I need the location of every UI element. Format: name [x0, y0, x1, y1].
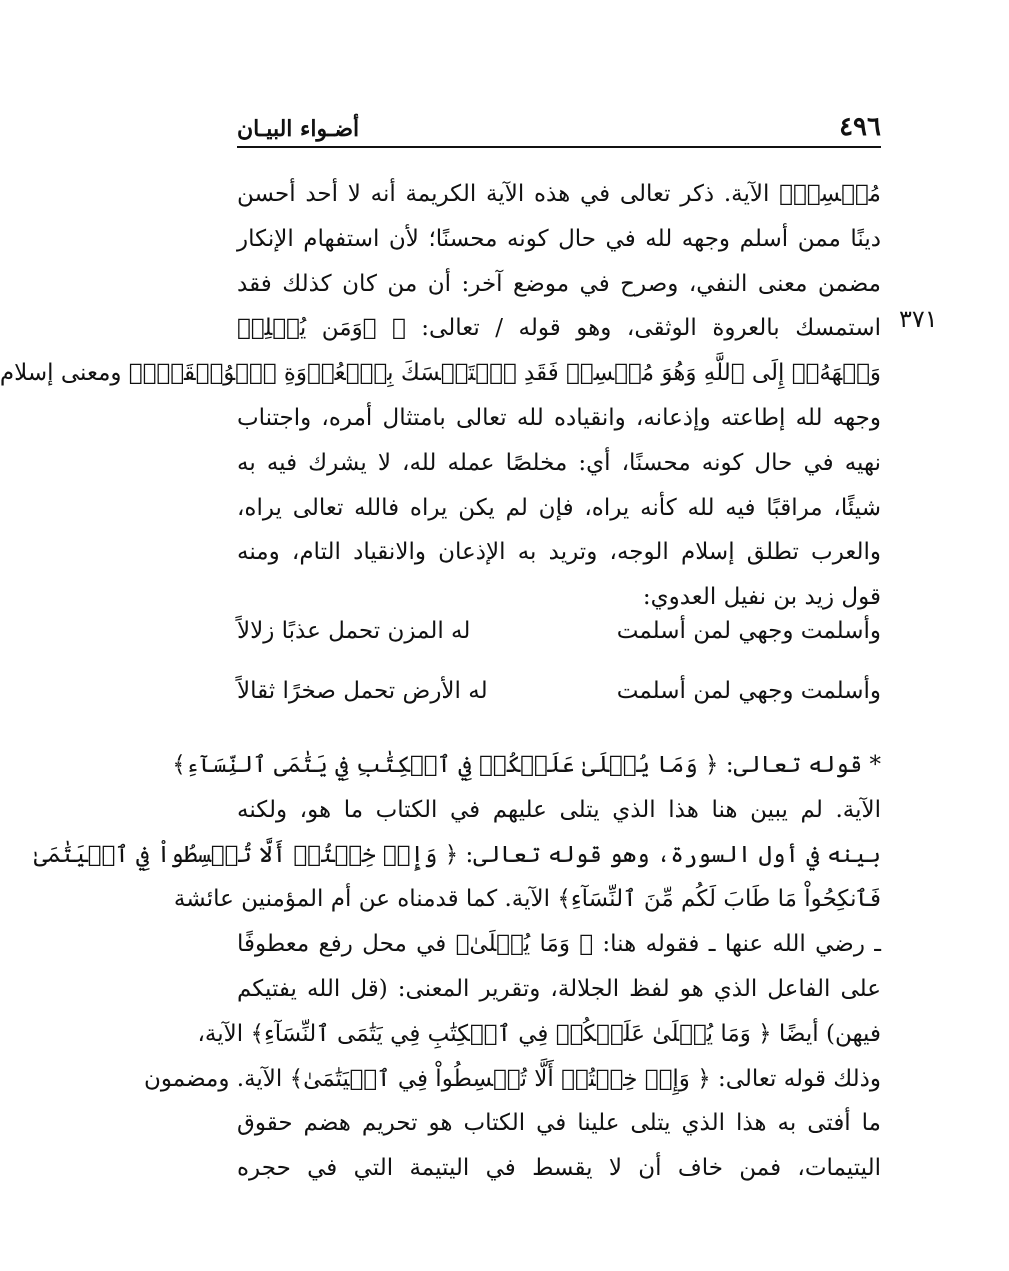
poem-hemistich-first: وأسلمت وجهي لمن أسلمت [616, 678, 881, 704]
text-line: والعرب تطلق إسلام الوجه، وتريد به الإذعان والانقياد التام، ومنه [237, 539, 881, 566]
text-line: ما أفتى به هذا الذي يتلى علينا في الكتاب هو تحريم هضم حقوق [237, 1110, 881, 1137]
text-line: وذلك قوله تعالى: ﴿ وَإِنۡ خِفۡتُمۡ أَلَّا تُقۡسِطُواْ فِي ٱلۡيَتَٰمَىٰ﴾ الآية. ومضمون [144, 1065, 881, 1092]
book-title: أضـواء البيـان [237, 116, 360, 142]
text-line: وَجۡهَهُۥٓ إِلَى ٱللَّهِ وَهُوَ مُحۡسِنٞ فَقَدِ ٱسۡتَمۡسَكَ بِٱلۡعُرۡوَةِ ٱلۡوُثۡقَىٰۗ﴾ ومعنى إسلام [0, 360, 881, 387]
paragraph-1 [0, 172, 881, 620]
text-line: قول زيد بن نفيل العدوي: [642, 584, 881, 611]
poem-verse-1 [237, 618, 881, 644]
text-line: بينه في أول السورة، وهو قوله تعالى: ﴿ وَإِنۡ خِفۡتُمۡ أَلَّا تُقۡسِطُواْ فِي ٱلۡيَتَٰمَىٰ [33, 841, 881, 868]
text-line: على الفاعل الذي هو لفظ الجلالة، وتقرير المعنى: (قل الله يفتيكم [237, 975, 881, 1002]
page-number: ٤٩٦ [839, 112, 881, 142]
text-line: استمسك بالعروة الوثقى، وهو قوله / تعالى: ﴿ ۞وَمَن يُسۡلِمۡ [237, 315, 881, 342]
text-line: شيئًا، مراقبًا فيه لله كأنه يراه، فإن لم يكن يراه فالله تعالى يراه، [237, 494, 881, 521]
page-header [237, 112, 881, 148]
text-line: مضمن معنى النفي، وصرح في موضع آخر: أن من كان كذلك فقد [237, 270, 881, 297]
text-line: نهيه في حال كونه محسنًا، أي: مخلصًا عمله لله، لا يشرك فيه به [237, 449, 881, 476]
text-line: اليتيمات، فمن خاف أن لا يقسط في اليتيمة التي في حجره [237, 1155, 881, 1182]
text-line: مُحۡسِنٞ﴾ الآية. ذكر تعالى في هذه الآية الكريمة أنه لا أحد أحسن [237, 181, 881, 207]
poem-hemistich-second: له الأرض تحمل صخرًا ثقالاً [237, 678, 488, 704]
text-line: * قوله تعالى: ﴿ وَمَا يُتۡلَىٰ عَلَيۡكُمۡ فِي ٱلۡكِتَٰبِ فِي يَتَٰمَى ٱلنِّسَآءِ﴾ [172, 752, 881, 778]
text-line: فيهن) أيضًا ﴿ وَمَا يُتۡلَىٰ عَلَيۡكُمۡ فِي ٱلۡكِتَٰبِ فِي يَتَٰمَى ٱلنِّسَآءِ﴾ الآية، [197, 1020, 881, 1047]
text-line: فَٱنكِحُواْ مَا طَابَ لَكُم مِّنَ ٱلنِّسَآءِ﴾ الآية. كما قدمناه عن أم المؤمنين عائشة [173, 886, 881, 913]
poem-hemistich-first: وأسلمت وجهي لمن أسلمت [616, 618, 881, 644]
poem-hemistich-second: له المزن تحمل عذبًا زلالاً [237, 618, 471, 644]
margin-page-reference: ٣٧١ [899, 305, 938, 333]
text-line: وجهه لله إطاعته وإذعانه، وانقياده لله تعالى بامتثال أمره، واجتناب [237, 404, 881, 431]
text-line: دينًا ممن أسلم وجهه لله في حال كونه محسنًا؛ لأن استفهام الإنكار [237, 225, 881, 252]
text-line: الآية. لم يبين هنا هذا الذي يتلى عليهم في الكتاب ما هو، ولكنه [237, 796, 881, 823]
paragraph-2 [33, 744, 881, 1192]
poem-verse-2 [237, 678, 881, 704]
text-line: ـ رضي الله عنها ـ فقوله هنا: ﴿ وَمَا يُتۡلَىٰ﴾ في محل رفع معطوفًا [237, 931, 881, 958]
